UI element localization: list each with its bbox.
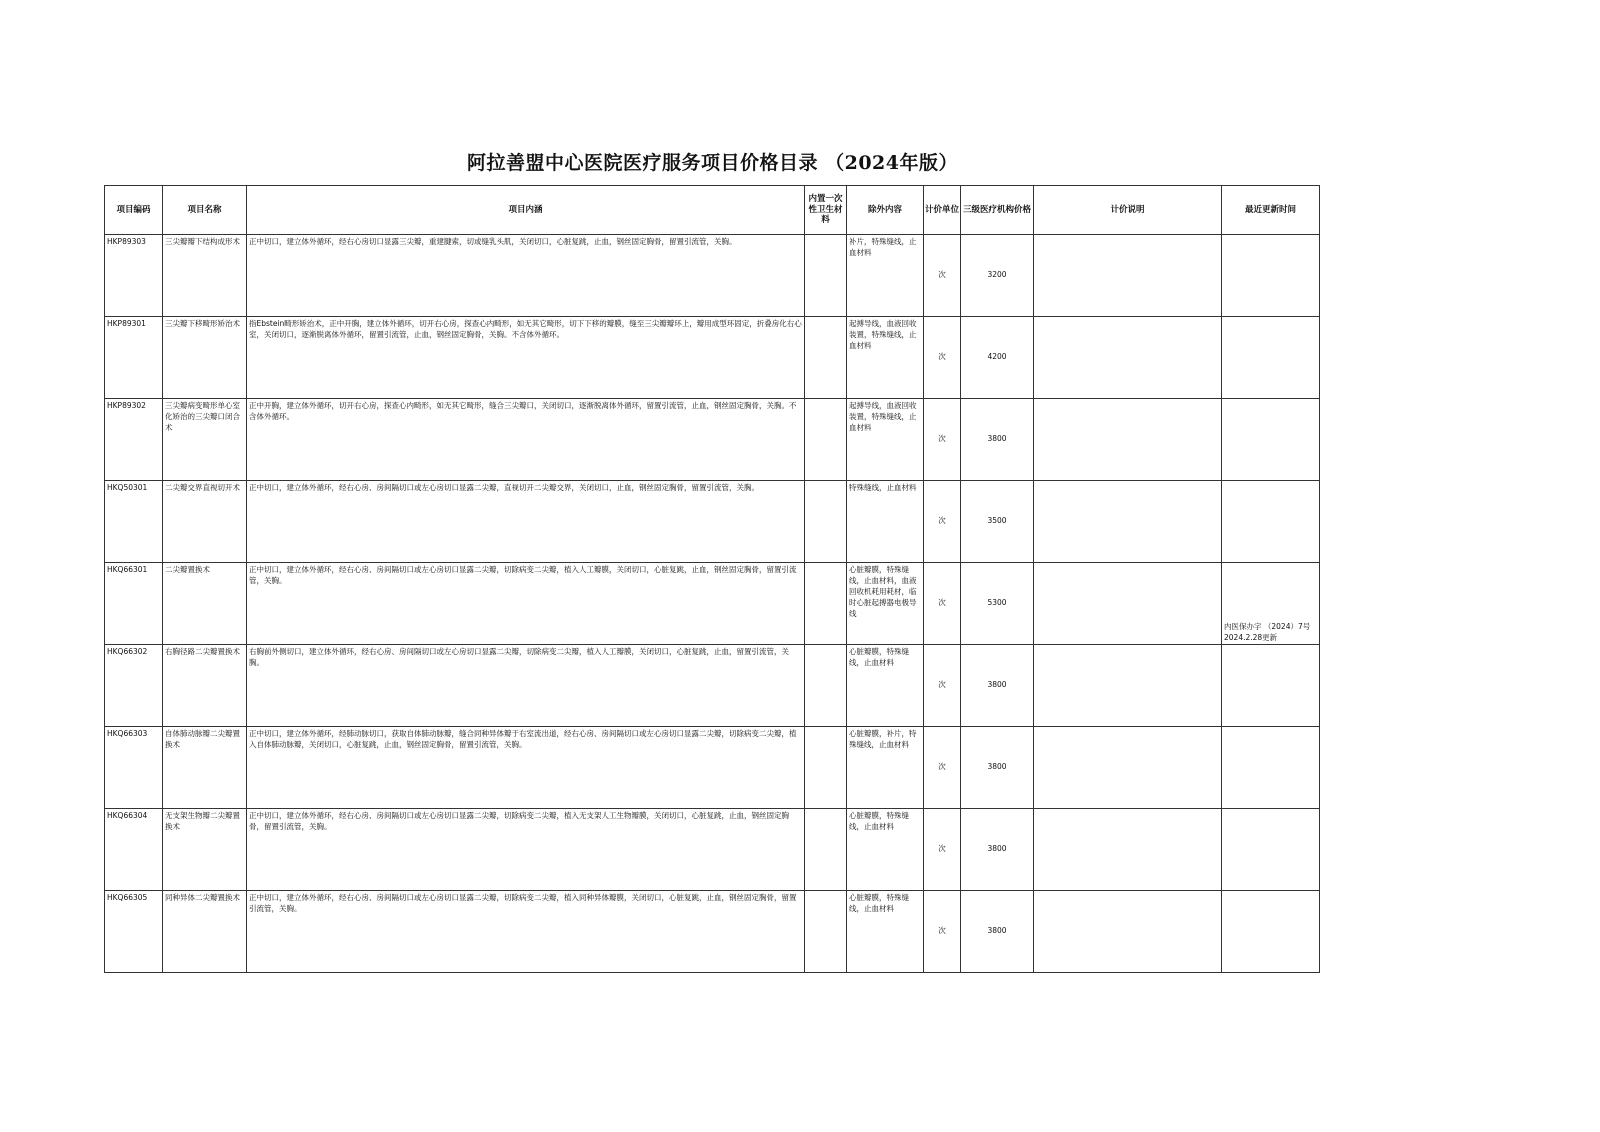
- cell-excluded: 补片，特殊缝线，止血材料: [847, 235, 924, 317]
- cell-unit: 次: [924, 809, 961, 891]
- cell-excluded: 心脏瓣膜，特殊缝线，止血材料: [847, 891, 924, 973]
- cell-content: 正中切口，建立体外循环，经肺动脉切口，获取自体肺动脉瓣，缝合同种异体瓣于右室流出道，经右心房、房间隔切口或左心房切口显露二尖瓣，切除病变二尖瓣，植入自体肺动脉瓣，关闭切口，心脏复跳，止血，钢丝固定胸骨，留置引流管，关胸。: [247, 727, 805, 809]
- header-excluded: 除外内容: [847, 186, 924, 235]
- cell-unit: 次: [924, 317, 961, 399]
- table-row: [105, 235, 1320, 317]
- cell-updated: [1222, 891, 1320, 973]
- table-row: [105, 891, 1320, 973]
- cell-excluded: 心脏瓣膜，补片，特殊缝线，止血材料: [847, 727, 924, 809]
- cell-updated: [1222, 727, 1320, 809]
- table-row: [105, 645, 1320, 727]
- cell-price: 3800: [961, 809, 1034, 891]
- cell-updated: [1222, 317, 1320, 399]
- header-price: 三级医疗机构价格: [961, 186, 1034, 235]
- cell-note: [1034, 481, 1222, 563]
- cell-unit: 次: [924, 645, 961, 727]
- cell-code: HKQ66305: [105, 891, 163, 973]
- cell-material: [805, 399, 847, 481]
- cell-price: 4200: [961, 317, 1034, 399]
- cell-note: [1034, 891, 1222, 973]
- price-table: [104, 185, 1320, 973]
- cell-price: 5300: [961, 563, 1034, 645]
- cell-material: [805, 645, 847, 727]
- cell-unit: 次: [924, 891, 961, 973]
- cell-material: [805, 235, 847, 317]
- table-row: [105, 727, 1320, 809]
- cell-name: 三尖瓣瓣下结构成形术: [163, 235, 247, 317]
- cell-note: [1034, 809, 1222, 891]
- header-updated: 最近更新时间: [1222, 186, 1320, 235]
- cell-price: 3800: [961, 645, 1034, 727]
- cell-material: [805, 809, 847, 891]
- cell-note: [1034, 235, 1222, 317]
- cell-unit: 次: [924, 235, 961, 317]
- cell-unit: 次: [924, 399, 961, 481]
- cell-note: [1034, 399, 1222, 481]
- cell-code: HKQ50301: [105, 481, 163, 563]
- cell-name: 自体肺动脉瓣二尖瓣置换术: [163, 727, 247, 809]
- table-row: [105, 563, 1320, 645]
- cell-note: [1034, 563, 1222, 645]
- cell-note: [1034, 317, 1222, 399]
- cell-content: 正中切口，建立体外循环，经右心房、房间隔切口或左心房切口显露二尖瓣，切除病变二尖瓣，植入无支架人工生物瓣膜，关闭切口，心脏复跳，止血，钢丝固定胸骨，留置引流管，关胸。: [247, 809, 805, 891]
- table-row: [105, 317, 1320, 399]
- cell-content: 正中开胸，建立体外循环，切开右心房，探查心内畸形，如无其它畸形，缝合三尖瓣口，关闭切口，逐渐脱离体外循环，留置引流管，止血，钢丝固定胸骨，关胸。不含体外循环。: [247, 399, 805, 481]
- cell-name: 右胸径路二尖瓣置换术: [163, 645, 247, 727]
- cell-content: 正中切口，建立体外循环，经右心房切口显露三尖瓣，重建腱索，切或缝乳头肌，关闭切口，心脏复跳，止血，钢丝固定胸骨，留置引流管，关胸。: [247, 235, 805, 317]
- cell-excluded: 心脏瓣膜，特殊缝线，止血材料，血液回收机耗用耗材，临时心脏起搏器电极导线: [847, 563, 924, 645]
- cell-name: 同种异体二尖瓣置换术: [163, 891, 247, 973]
- page-title: 阿拉善盟中心医院医疗服务项目价格目录 （2024年版）: [467, 152, 958, 174]
- cell-code: HKQ66302: [105, 645, 163, 727]
- cell-excluded: 起搏导线，血液回收装置，特殊缝线，止血材料: [847, 317, 924, 399]
- header-unit: 计价单位: [924, 186, 961, 235]
- cell-excluded: 心脏瓣膜，特殊缝线，止血材料: [847, 809, 924, 891]
- cell-unit: 次: [924, 727, 961, 809]
- cell-unit: 次: [924, 563, 961, 645]
- cell-name: 二尖瓣置换术: [163, 563, 247, 645]
- cell-name: 三尖瓣病变畸形单心室化矫治的三尖瓣口闭合术: [163, 399, 247, 481]
- cell-price: 3800: [961, 891, 1034, 973]
- cell-price: 3200: [961, 235, 1034, 317]
- cell-unit: 次: [924, 481, 961, 563]
- cell-price: 3800: [961, 399, 1034, 481]
- cell-price: 3800: [961, 727, 1034, 809]
- table-row: [105, 481, 1320, 563]
- header-material: 内置一次性卫生材料: [805, 186, 847, 235]
- table-header-row: [105, 186, 1320, 235]
- cell-note: [1034, 727, 1222, 809]
- header-note: 计价说明: [1034, 186, 1222, 235]
- cell-material: [805, 481, 847, 563]
- cell-updated: [1222, 481, 1320, 563]
- cell-updated: [1222, 235, 1320, 317]
- cell-content: 正中切口，建立体外循环，经右心房、房间隔切口或左心房切口显露二尖瓣，直视切开二尖瓣交界，关闭切口，止血，钢丝固定胸骨，留置引流管，关胸。: [247, 481, 805, 563]
- cell-content: 指Ebstein畸形矫治术，正中开胸，建立体外循环，切开右心房，探查心内畸形，如无其它畸形，切下下移的瓣膜，缝至三尖瓣瓣环上，瓣用成型环固定，折叠房化右心室，关闭切口，逐渐脱离体外循环，留置引流管，止血，钢丝固定胸骨，关胸。不含体外循环。: [247, 317, 805, 399]
- cell-code: HKP89302: [105, 399, 163, 481]
- cell-material: [805, 727, 847, 809]
- cell-content: 正中切口，建立体外循环，经右心房、房间隔切口或左心房切口显露二尖瓣，切除病变二尖瓣，植入人工瓣膜，关闭切口，心脏复跳，止血，钢丝固定胸骨，留置引流管，关胸。: [247, 563, 805, 645]
- cell-content: 右胸前外侧切口，建立体外循环，经右心房、房间隔切口或左心房切口显露二尖瓣，切除病变二尖瓣，植入人工瓣膜，关闭切口，心脏复跳，止血，留置引流管，关胸。: [247, 645, 805, 727]
- cell-excluded: 特殊缝线，止血材料: [847, 481, 924, 563]
- cell-code: HKQ66303: [105, 727, 163, 809]
- cell-updated: [1222, 809, 1320, 891]
- header-name: 项目名称: [163, 186, 247, 235]
- header-code: 项目编码: [105, 186, 163, 235]
- cell-material: [805, 317, 847, 399]
- cell-name: 二尖瓣交界直视切开术: [163, 481, 247, 563]
- cell-name: 三尖瓣下移畸形矫治术: [163, 317, 247, 399]
- cell-excluded: 起搏导线，血液回收装置，特殊缝线，止血材料: [847, 399, 924, 481]
- cell-code: HKQ66304: [105, 809, 163, 891]
- cell-code: HKP89301: [105, 317, 163, 399]
- cell-updated: [1222, 399, 1320, 481]
- cell-updated: 内医保办字 （2024）7号 2024.2.28更新: [1222, 563, 1320, 645]
- cell-material: [805, 891, 847, 973]
- cell-note: [1034, 645, 1222, 727]
- cell-price: 3500: [961, 481, 1034, 563]
- cell-material: [805, 563, 847, 645]
- cell-updated: [1222, 645, 1320, 727]
- cell-name: 无支架生物瓣二尖瓣置换术: [163, 809, 247, 891]
- table-row: [105, 399, 1320, 481]
- cell-excluded: 心脏瓣膜，特殊缝线，止血材料: [847, 645, 924, 727]
- table-row: [105, 809, 1320, 891]
- cell-code: HKP89303: [105, 235, 163, 317]
- cell-code: HKQ66301: [105, 563, 163, 645]
- cell-content: 正中切口，建立体外循环，经右心房、房间隔切口或左心房切口显露二尖瓣，切除病变二尖瓣，植入同种异体瓣膜，关闭切口，心脏复跳，止血，钢丝固定胸骨，留置引流管，关胸。: [247, 891, 805, 973]
- header-content: 项目内涵: [247, 186, 805, 235]
